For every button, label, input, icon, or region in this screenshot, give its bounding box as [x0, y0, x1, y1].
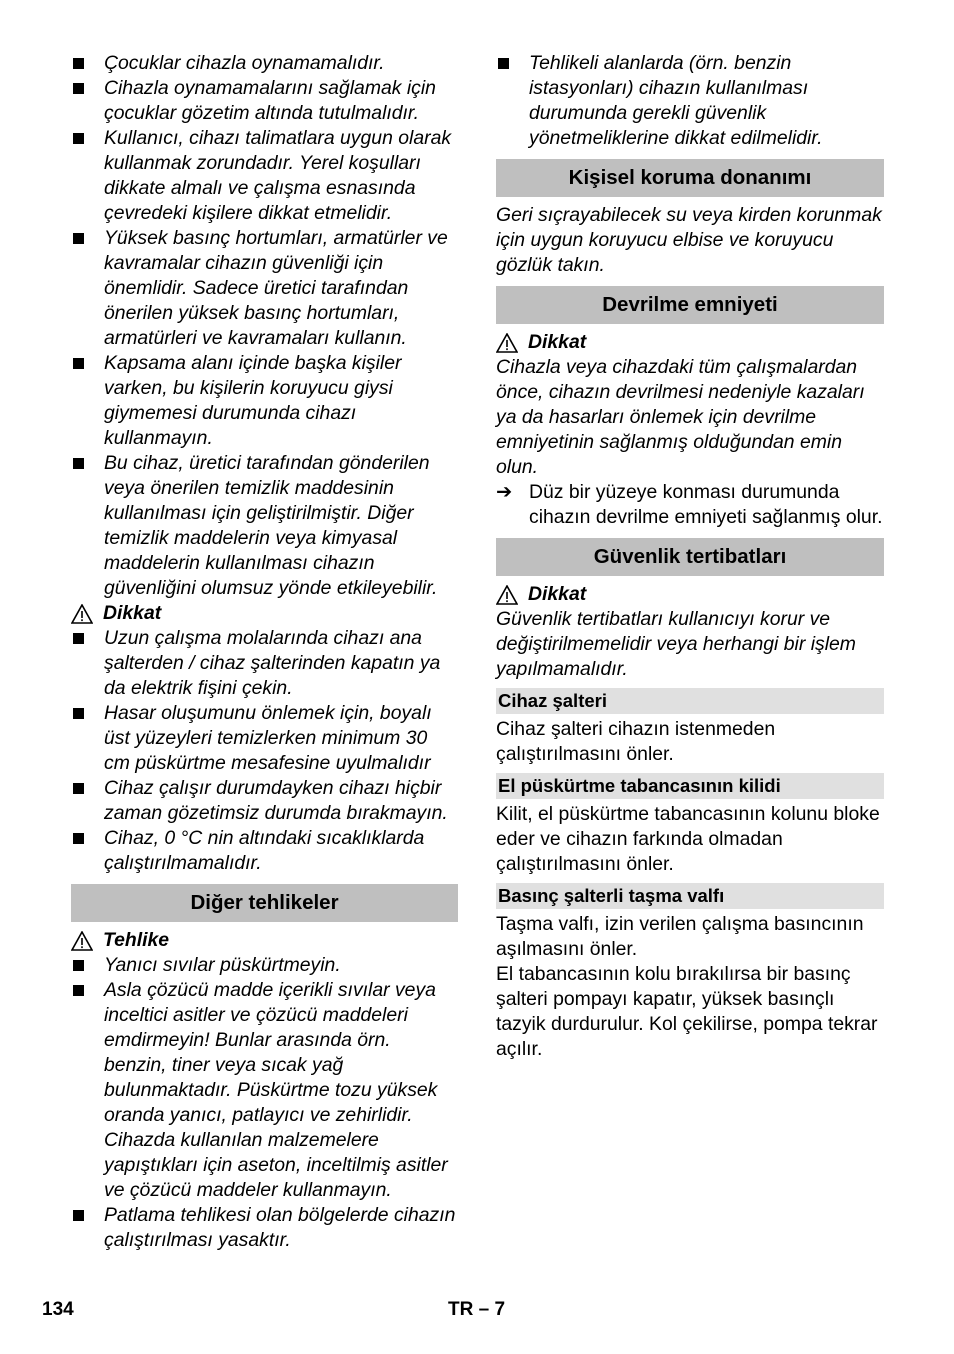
safety-text: Güvenlik tertibatları kullanıcıyı korur ve değiştirilmemelidir veya herhangi bir işlem yapılmamalıdır. [496, 608, 856, 680]
warning-triangle-icon [496, 585, 518, 605]
bullet-square-icon [73, 960, 84, 971]
list-item: Bu cihaz, üretici tarafından gönderilen veya önerilen temizlik maddesinin kullanılması için geliştirilmiştir. Diğer temizlik maddelerin veya kimyasal maddelerin kullanılması cihazın güvenliğini olumsuz yönde etkileyebilir. [71, 451, 458, 601]
ppe-text: Geri sıçrayabilecek su veya kirden korunmak için uygun koruyucu elbise ve koruyucu gözlük takın. [496, 204, 882, 276]
bullet-square-icon [73, 358, 84, 369]
warning-triangle-icon [496, 333, 518, 353]
warning-triangle-icon [71, 931, 93, 951]
warning-caution: Dikkat [496, 582, 884, 607]
result-item: ➔ Düz bir yüzeye konması durumunda cihazın devrilme emniyeti sağlanmış olur. [496, 481, 883, 528]
list-item: Cihazla oynamamalarını sağlamak için çocuklar gözetim altında tutulmalıdır. [71, 76, 458, 126]
bullet-square-icon [73, 633, 84, 644]
bullet-square-icon [73, 233, 84, 244]
section-heading-other-hazards: Diğer tehlikeler [71, 884, 458, 922]
bullet-list-3 [71, 953, 458, 1253]
list-item: Cihaz çalışır durumdayken cihazı hiçbir zaman gözetimsiz durumda bırakmayın. [71, 776, 458, 826]
bullet-square-icon [73, 708, 84, 719]
bullet-square-icon [73, 1210, 84, 1221]
left-column [71, 51, 458, 1253]
bullet-square-icon [73, 833, 84, 844]
list-item: Cihaz, 0 °C nin altındaki sıcaklıklarda çalıştırılmamalıdır. [71, 826, 458, 876]
list-item: Kapsama alanı içinde başka kişiler varken, bu kişilerin koruyucu giysi giymemesi durumunda cihazı kullanmayın. [71, 351, 458, 451]
subheading-gun-lock: El püskürtme tabancasının kilidi [496, 773, 884, 799]
list-item: Kullanıcı, cihazı talimatlara uygun olarak kullanmak zorundadır. Yerel koşulları dikkate almalı ve çalışma esnasında çevredeki kişilere dikkat etmelidir. [71, 126, 458, 226]
tip-text: Cihazla veya cihazdaki tüm çalışmalardan önce, cihazın devrilmesi nedeniyle kazaları ya da hasarları önlemek için devrilme emniyetinin sağlanmış olduğundan emin olun. [496, 356, 865, 478]
list-item: Çocuklar cihazla oynamamalıdır. [71, 51, 458, 76]
overflow-valve-text-1: Taşma valfı, izin verilen çalışma basıncının aşılmasını önler. [496, 913, 864, 960]
warning-caution: Dikkat [496, 330, 884, 355]
bullet-square-icon [498, 58, 509, 69]
list-item: Uzun çalışma molalarında cihazı ana şalterden / cihaz şalterinden kapatın ya da elektrik fişini çekin. [71, 626, 458, 701]
list-item: Hasar oluşumunu önlemek için, boyalı üst yüzeyleri temizlerken minimum 30 cm püskürtme mesafesine uyulmalıdır [71, 701, 458, 776]
bullet-square-icon [73, 783, 84, 794]
list-item: Yanıcı sıvılar püskürtmeyin. [71, 953, 458, 978]
bullet-square-icon [73, 985, 84, 996]
section-heading-tip-safety: Devrilme emniyeti [496, 286, 884, 324]
bullet-square-icon [73, 458, 84, 469]
section-heading-ppe: Kişisel koruma donanımı [496, 159, 884, 197]
list-item: Tehlikeli alanlarda (örn. benzin istasyonları) cihazın kullanılması durumunda gerekli güvenlik yönetmeliklerine dikkat edilmelidir. [496, 51, 884, 151]
overflow-valve-text-2: El tabancasının kolu bırakılırsa bir basınç şalteri pompayı kapatır, yüksek basınçlı tazyik durdurulur. Kol çekilirse, pompa tekrar açılır. [496, 963, 878, 1060]
section-heading-safety-devices: Güvenlik tertibatları [496, 538, 884, 576]
list-item: Yüksek basınç hortumları, armatürler ve kavramalar cihazın güvenliği için önemlidir. Sadece üretici tarafından önerilen yüksek basınç hortumları, armatürleri ve kavramaları kullanın. [71, 226, 458, 351]
arrow-right-icon: ➔ [496, 481, 513, 503]
bullet-square-icon [73, 133, 84, 144]
gun-lock-text: Kilit, el püskürtme tabancasının kolunu bloke eder ve cihazın farkında olmadan çalıştırılmasını önler. [496, 803, 880, 875]
list-item: Patlama tehlikesi olan bölgelerde cihazın çalıştırılması yasaktır. [71, 1203, 458, 1253]
bullet-list-1 [71, 51, 458, 601]
device-switch-text: Cihaz şalteri cihazın istenmeden çalıştırılmasını önler. [496, 718, 776, 765]
bullet-list-2 [71, 626, 458, 876]
bullet-square-icon [73, 83, 84, 94]
page-number: 134 [42, 1299, 74, 1320]
bullet-square-icon [73, 58, 84, 69]
list-item: Asla çözücü madde içerikli sıvılar veya inceltici asitler ve çözücü maddeleri emdirmeyin! Bunlar arasında örn. benzin, tiner veya sıcak yağ bulunmaktadır. Püskürtme tozu yüksek oranda yanıcı, patlayıcı ve zehirlidir. Cihazda kullanılan malzemelere yapıştıkları için aseton, inceltilmiş asitler ve çözücü maddeler kullanmayın. [71, 978, 458, 1203]
warning-caution: Dikkat [71, 601, 458, 626]
subheading-device-switch: Cihaz şalteri [496, 688, 884, 714]
right-column [496, 51, 884, 1062]
subheading-overflow-valve: Basınç şalterli taşma valfı [496, 883, 884, 909]
section-label: TR – 7 [448, 1299, 506, 1320]
warning-triangle-icon [71, 604, 93, 624]
warning-danger: Tehlike [71, 928, 458, 953]
